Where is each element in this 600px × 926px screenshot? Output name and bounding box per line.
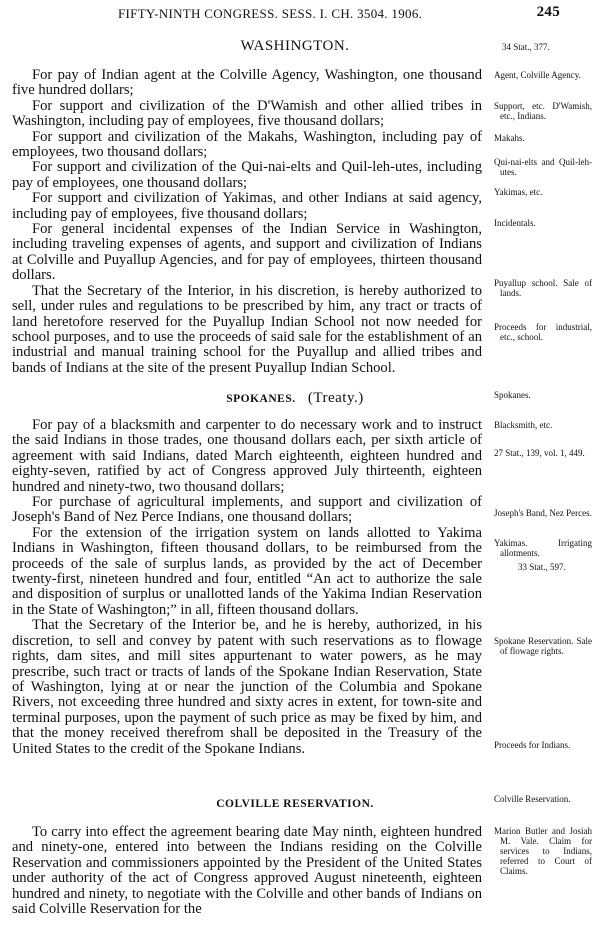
washington-body (12, 68, 482, 376)
margin-note-stat-ref: 34 Stat., 377. (502, 42, 550, 52)
paragraph: For support and civilization of the Makahs, Washington, including pay of employees, two thousand dollars; (12, 128, 482, 161)
margin-note: Makahs. (494, 133, 525, 143)
paragraph: For support and civilization of the Qui-nai-elts and Quil-leh-utes, including pay of employees, one thousand dollars; (12, 159, 482, 191)
paragraph: For general incidental expenses of the Indian Service in Washington, including traveling expenses of agents, and support and civilization of Indians at Colville and Puyallup Agencies, and for pay of employees, thirteen thousand dollars. (12, 221, 482, 284)
margin-note: Proceeds for Indians. (494, 740, 571, 750)
colville-body (12, 825, 482, 917)
margin-note: 33 Stat., 597. (518, 562, 566, 572)
margin-note: Marion Butler and Josiah M. Vale. Claim for services to Indians, referred to Court of Claims. (494, 826, 592, 876)
margin-note: Spokane Reservation. Sale of flowage rights. (494, 636, 592, 656)
margin-note: Spokanes. (494, 390, 531, 400)
section-title-spokanes (150, 390, 440, 407)
paragraph: To carry into effect the agreement bearing date May ninth, eighteen hundred and ninety-one, entered into between the Indians residing on the Colville Reservation and commissioners appointed by the President of the United States under authority of the act of Congress approved August nineteenth, eighteen hundred and ninety, to negotiate with the Colville and other bands of Indians on said Colville Reservation for the (12, 824, 482, 918)
margin-note: Support, etc. D'Wamish, etc., Indians. (494, 101, 592, 121)
section-title-colville: COLVILLE RESERVATION. (216, 798, 374, 810)
paragraph: For support and civilization of the D'Wamish and other allied tribes in Washington, including pay of employees, five thousand dollars; (12, 97, 482, 130)
paragraph: For support and civilization of Yakimas, and other Indians at said agency, including pay of employees, five thousand dollars; (12, 190, 482, 222)
margin-note: Yakimas. Irrigating allotments. (494, 538, 592, 558)
paragraph: For purchase of agricultural implements, and support and civilization of Joseph's Band of Nez Perce Indians, one thousand dollars; (12, 494, 482, 526)
margin-note: Joseph's Band, Nez Perces. (494, 508, 592, 518)
margin-note: Qui-nai-elts and Quil-leh-utes. (494, 157, 592, 177)
page-number: 245 (536, 4, 560, 20)
margin-note: Puyallup school. Sale of lands. (494, 278, 592, 298)
spokanes-body (12, 418, 482, 757)
paragraph: For pay of Indian agent at the Colville Agency, Washington, one thousand five hundred dollars; (12, 67, 482, 99)
margin-note: Incidentals. (494, 218, 536, 228)
paragraph: That the Secretary of the Interior, in his discretion, is hereby authorized to sell, under rules and regulations to be prescribed by him, any tract or tracts of land heretofore reserved for the Puyallup Indian School not now needed for school purposes, and to use the proceeds of said sale for the establishment of an industrial and manual training school for the Puyallup and allied tribes and bands of Indians at the site of the present Puyallup Indian School. (12, 282, 482, 376)
margin-note: 27 Stat., 139, vol. 1, 449. (494, 448, 585, 458)
section-title-washington: WASHINGTON. (240, 38, 350, 54)
margin-note: Proceeds for industrial, etc., school. (494, 322, 592, 342)
paragraph: That the Secretary of the Interior be, and he is hereby, authorized, in his discretion, to sell and convey by patent with such reservations as to flowage rights, dam sites, and mill sites appurtenant to water powers, as he may prescribe, such tract or tracts of lands of the Spokane Indian Reservation, State of Washington, lying at or near the junction of the Columbia and Spokane Rivers, not exceeding three hundred and sixty acres in extent, for town-site and terminal purposes, upon the payment of such price as may be fixed by him, and that the money received therefrom shall be deposited in the Treasury of the United States to the credit of the Spokane Indians. (12, 617, 482, 757)
margin-note: Colville Reservation. (494, 794, 571, 804)
margin-note: Yakimas, etc. (494, 187, 543, 197)
section-title-caps: SPOKANES. (226, 393, 296, 405)
paragraph: For pay of a blacksmith and carpenter to do necessary work and to instruct the said Indians in those trades, one thousand dollars each, per sixth article of agreement with said Indians, dated March eighteenth, eighteen hundred and eighty-seven, ratified by act of Congress approved July thirteenth, eighteen hundred and ninety-two, two thousand dollars; (12, 417, 482, 495)
margin-note: Agent, Colville Agency. (494, 70, 581, 80)
running-header: FIFTY-NINTH CONGRESS. SESS. I. CH. 3504. 1906. (118, 6, 423, 21)
paragraph: For the extension of the irrigation system on lands allotted to Yakima Indians in Washington, fifteen thousand dollars, to be reimbursed from the proceeds of the sale of surplus lands, as provided by the act of December twenty-first, nineteen hundred and four, entitled “An act to authorize the sale and disposition of surplus or unallotted lands of the Yakima Indian Reservation in the State of Washington;” in all, fifteen thousand dollars. (12, 524, 482, 618)
section-title-suffix: (Treaty.) (307, 390, 364, 406)
margin-note: Blacksmith, etc. (494, 420, 553, 430)
